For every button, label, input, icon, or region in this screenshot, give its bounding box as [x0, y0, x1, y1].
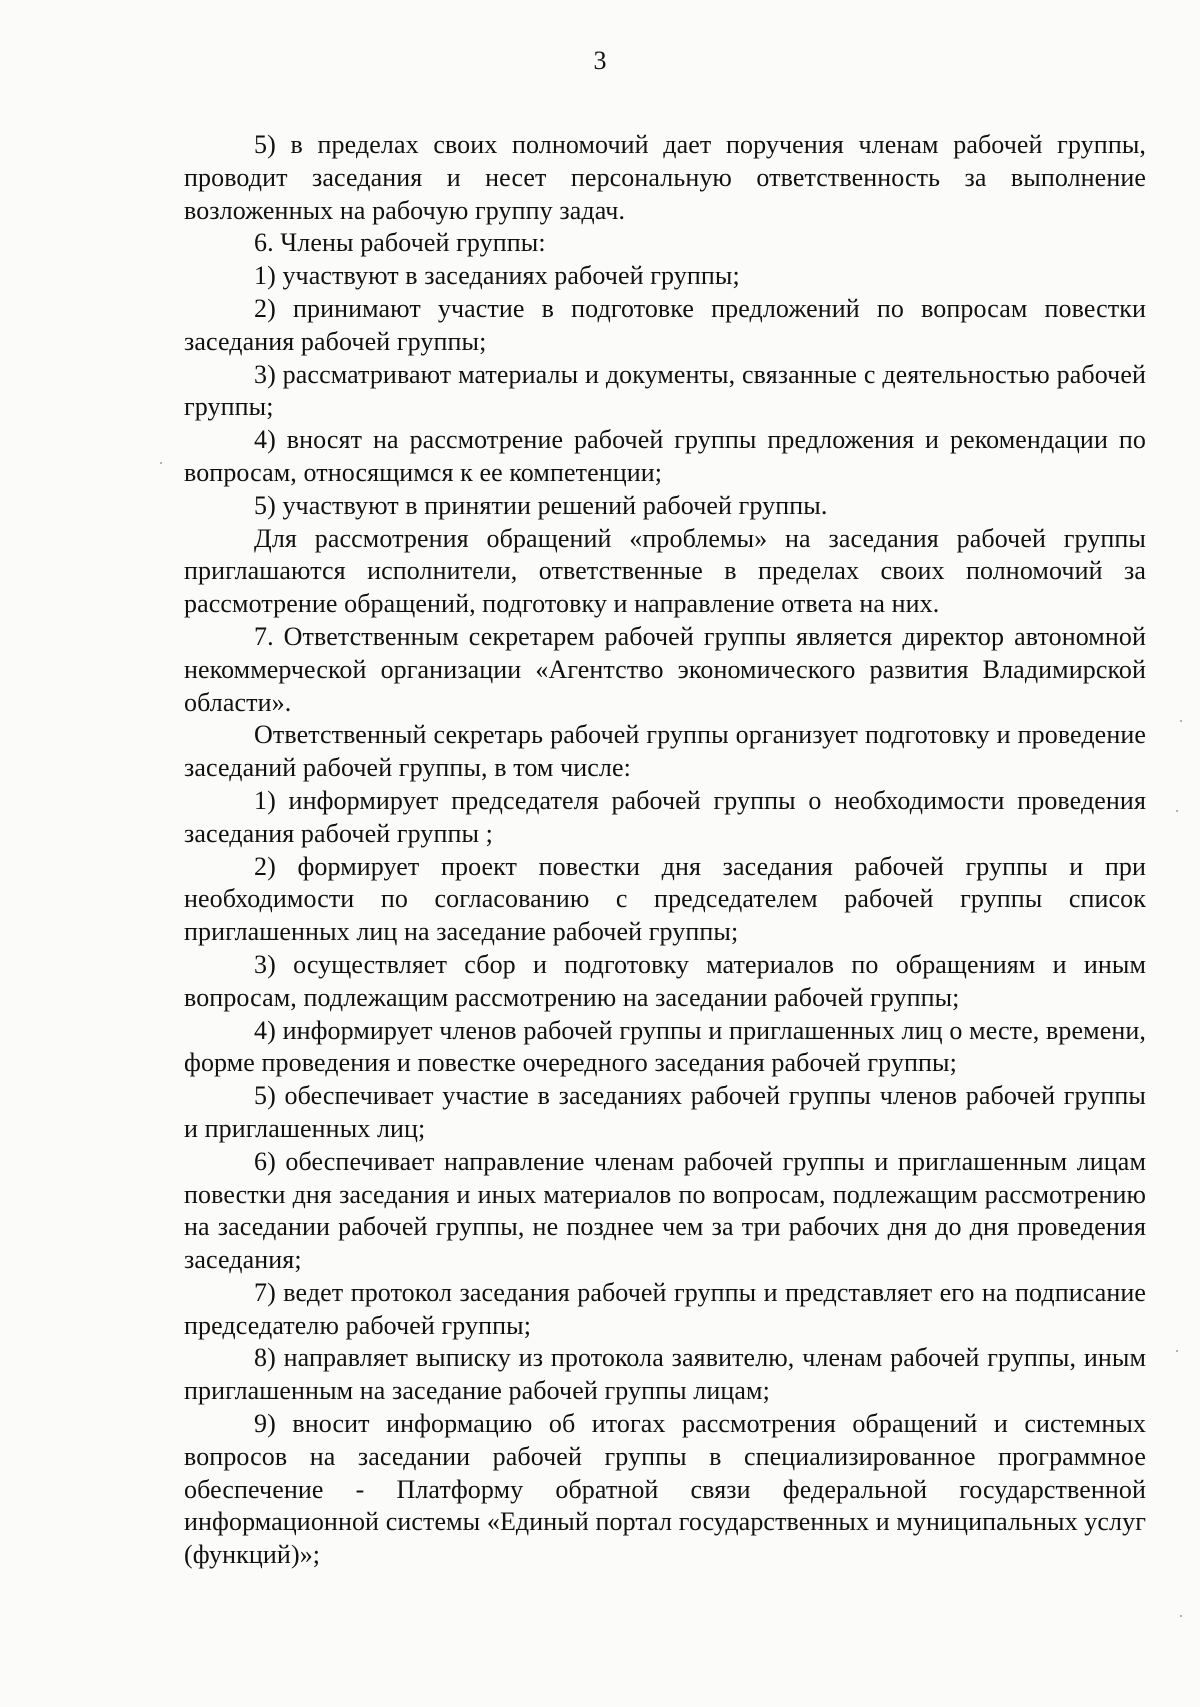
scan-speck: [1180, 720, 1182, 722]
scan-speck: [1176, 810, 1178, 812]
paragraph-secretary-duty-9: 9) вносит информацию об итогах рассмотрения обращений и системных вопросов на заседании рабочей группы в специализированное программное обеспечение - Платформу обратной связи федеральной государственной информационной системы «Единый портал государственных и муниципальных услуг (функций)»;: [184, 1409, 1146, 1570]
paragraph-secretary-duty-3: 3) осуществляет сбор и подготовку материалов по обращениям и иным вопросам, подлежащим рассмотрению на заседании рабочей группы;: [184, 949, 1146, 1012]
paragraph-secretary-duty-6: 6) обеспечивает направление членам рабочей группы и приглашенным лицам повестки дня заседания и иных материалов по вопросам, подлежащим рассмотрению на заседании рабочей группы, не позднее чем за три рабочих дня до дня проведения заседания;: [184, 1146, 1146, 1275]
paragraph-members-duty-3: 3) рассматривают материалы и документы, связанные с деятельностью рабочей группы;: [184, 359, 1146, 422]
paragraph-secretary-duty-1: 1) информирует председателя рабочей группы о необходимости проведения заседания рабочей группы ;: [184, 785, 1146, 848]
paragraph-members-duty-5: 5) участвуют в принятии решений рабочей группы.: [254, 490, 828, 520]
paragraph-members-duty-4: 4) вносят на рассмотрение рабочей группы предложения и рекомендации по вопросам, относящимся к ее компетенции;: [184, 425, 1146, 487]
paragraph-chair-duty-5: 5) в пределах своих полномочий дает поручения членам рабочей группы, проводит заседания и несет персональную ответственность за выполнение возложенных на рабочую группу задач.: [184, 130, 1146, 225]
paragraph-members-duty-1: 1) участвуют в заседаниях рабочей группы;: [254, 261, 740, 291]
paragraph-members-duty-2: 2) принимают участие в подготовке предложений по вопросам повестки заседания рабочей группы;: [184, 293, 1146, 356]
paragraph-secretary-duty-5: 5) обеспечивает участие в заседаниях рабочей группы членов рабочей группы и приглашенных лиц;: [184, 1081, 1146, 1143]
paragraph-section-6-heading: 6. Члены рабочей группы:: [254, 228, 546, 258]
page-number: 3: [593, 46, 607, 75]
scan-speck: [1180, 1615, 1182, 1617]
paragraph-secretary-organizes: Ответственный секретарь рабочей группы организует подготовку и проведение заседаний рабочей группы, в том числе:: [184, 720, 1146, 783]
paragraph-secretary-duty-7: 7) ведет протокол заседания рабочей группы и представляет его на подписание председателю рабочей группы;: [184, 1277, 1146, 1340]
paragraph-invited-executors: Для рассмотрения обращений «проблемы» на заседания рабочей группы приглашаются исполнители, ответственные в пределах своих полномочий за рассмотрение обращений, подготовку и направление ответа на них.: [184, 523, 1146, 619]
document-body: [184, 129, 1146, 1572]
paragraph-secretary-duty-4: 4) информирует членов рабочей группы и приглашенных лиц о месте, времени, форме проведения и повестке очередного заседания рабочей группы;: [184, 1015, 1146, 1078]
paragraph-secretary-duty-2: 2) формирует проект повестки дня заседания рабочей группы и при необходимости по согласованию с председателем рабочей группы список приглашенных лиц на заседание рабочей группы;: [184, 851, 1146, 947]
paragraph-secretary-duty-8: 8) направляет выписку из протокола заявителю, членам рабочей группы, иным приглашенным на заседание рабочей группы лицам;: [184, 1343, 1146, 1406]
paragraph-section-7-secretary: 7. Ответственным секретарем рабочей группы является директор автономной некоммерческой организации «Агентство экономического развития Владимирской области».: [184, 621, 1146, 717]
scan-speck: [1176, 1350, 1178, 1352]
scan-speck: [160, 462, 162, 464]
